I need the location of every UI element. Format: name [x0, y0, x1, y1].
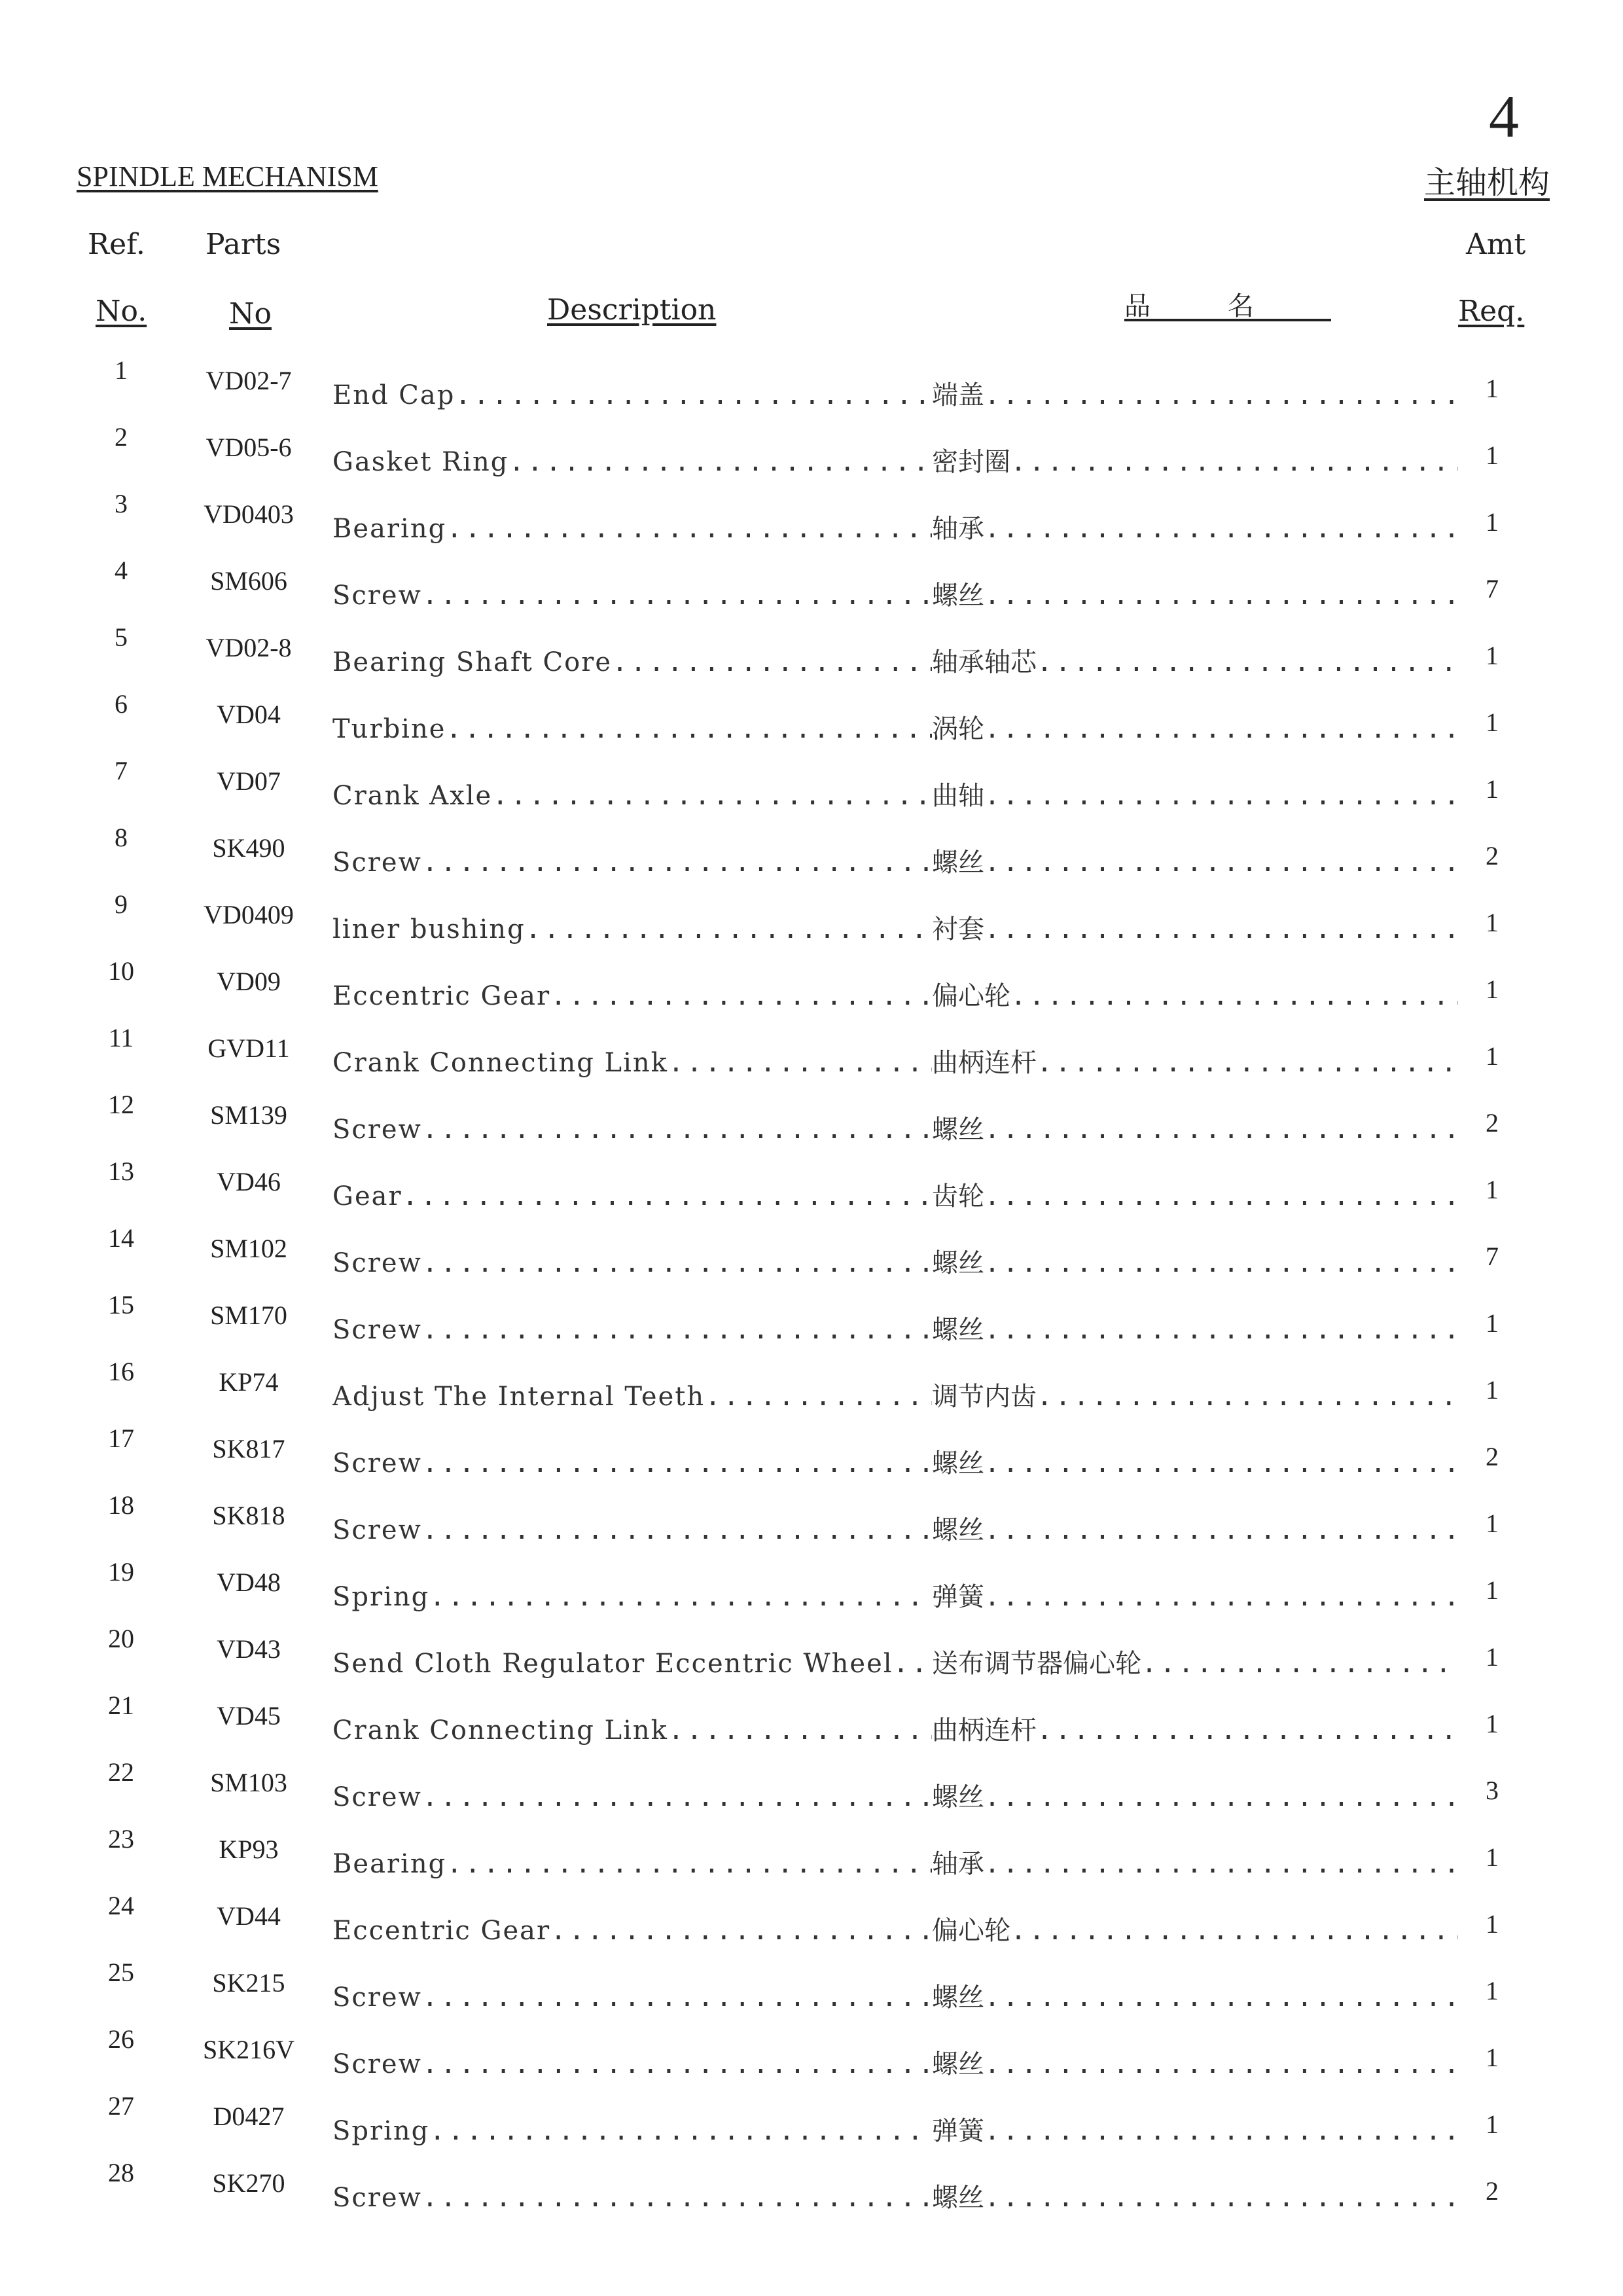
part-description: Spring: [332, 2116, 430, 2146]
parts-row: [0, 622, 1623, 689]
parts-row: [0, 1890, 1623, 1957]
leader-dots: [984, 848, 1458, 878]
leader-dots: [984, 1982, 1458, 2013]
leader-dots: [446, 514, 932, 544]
part-description: Gear: [332, 1181, 402, 1211]
header-description: Description: [547, 293, 717, 327]
part-description: Gasket Ring: [332, 447, 509, 477]
part-number: SK215: [212, 1968, 285, 1998]
parts-row: [0, 755, 1623, 822]
parts-row: [0, 422, 1623, 488]
amount-required: 1: [1486, 1842, 1499, 1872]
parts-row: [0, 2024, 1623, 2090]
part-name-zh: 齿轮: [932, 1181, 984, 1211]
leader-dots: [612, 647, 932, 677]
parts-row: [0, 1823, 1623, 1890]
part-number: VD04: [217, 700, 281, 729]
parts-row: [0, 1690, 1623, 1757]
leader-dots: [984, 1582, 1458, 1612]
leader-dots: [668, 1048, 932, 1078]
amount-required: 7: [1486, 1242, 1499, 1271]
section-title-zh: 主轴机构: [1423, 164, 1550, 201]
leader-dots: [492, 781, 932, 811]
part-name-zh: 螺丝: [932, 2183, 984, 2213]
amount-required: 1: [1486, 1375, 1499, 1405]
leader-dots: [984, 2183, 1458, 2213]
leader-dots: [984, 380, 1458, 410]
ref-number: 22: [108, 1757, 134, 1787]
leader-dots: [422, 1982, 932, 2013]
part-number: VD45: [217, 1701, 281, 1731]
ref-number: 7: [115, 756, 128, 785]
leader-dots: [984, 581, 1458, 611]
leader-dots: [429, 2116, 932, 2146]
parts-row: [0, 1423, 1623, 1490]
part-number: SM102: [210, 1234, 287, 1263]
part-number: VD02-7: [205, 366, 292, 395]
leader-dots: [422, 1782, 932, 1812]
leader-dots: [550, 981, 932, 1011]
leader-dots: [446, 714, 932, 744]
amount-required: 1: [1486, 2109, 1499, 2139]
leader-dots: [984, 1448, 1458, 1479]
header-ref-top: Ref.: [88, 228, 145, 261]
part-description: End Cap: [332, 380, 455, 410]
part-description: Bearing: [332, 514, 447, 544]
leader-dots: [422, 1248, 932, 1278]
header-parts-top: Parts: [205, 228, 281, 261]
ref-number: 12: [108, 1090, 134, 1119]
leader-dots: [984, 914, 1458, 944]
leader-dots: [1037, 1715, 1458, 1746]
amount-required: 7: [1486, 574, 1499, 603]
part-name-zh: 螺丝: [932, 1315, 984, 1345]
leader-dots: [1037, 1048, 1458, 1078]
part-name-zh: 螺丝: [932, 1782, 984, 1812]
leader-dots: [1010, 981, 1458, 1011]
ref-number: 15: [108, 1290, 134, 1319]
part-name-zh: 偏心轮: [932, 1916, 1010, 1946]
part-description: Crank Axle: [332, 781, 493, 811]
part-name-zh: 螺丝: [932, 1448, 984, 1479]
ref-number: 4: [115, 556, 128, 585]
part-name-zh: 螺丝: [932, 1982, 984, 2013]
part-name-zh: 螺丝: [932, 2049, 984, 2079]
amount-required: 1: [1486, 1041, 1499, 1071]
part-number: KP93: [219, 1835, 279, 1864]
leader-dots: [422, 848, 932, 878]
part-name-zh: 送布调节器偏心轮: [932, 1649, 1141, 1679]
parts-row: [0, 1957, 1623, 2024]
parts-row: [0, 2157, 1623, 2224]
leader-dots: [402, 1181, 932, 1211]
part-number: VD44: [217, 1901, 281, 1931]
leader-dots: [984, 1115, 1458, 1145]
parts-row: [0, 956, 1623, 1022]
part-name-zh: 衬套: [932, 914, 984, 944]
header-name-zh: 品名: [1124, 291, 1331, 321]
part-description: Send Cloth Regulator Eccentric Wheel: [332, 1649, 893, 1679]
ref-number: 24: [108, 1891, 134, 1920]
part-name-zh: 端盖: [932, 380, 984, 410]
amount-required: 2: [1486, 2176, 1499, 2206]
part-description: Crank Connecting Link: [332, 1715, 668, 1746]
part-name-zh: 螺丝: [932, 848, 984, 878]
part-number: SK490: [212, 833, 285, 863]
leader-dots: [429, 1582, 932, 1612]
amount-required: 1: [1486, 975, 1499, 1004]
part-description: Eccentric Gear: [332, 981, 551, 1011]
ref-number: 2: [115, 422, 128, 452]
part-description: Screw: [332, 1448, 422, 1479]
page-number: 4: [1489, 83, 1519, 150]
part-description: Turbine: [332, 714, 446, 744]
ref-number: 26: [108, 2024, 134, 2054]
part-name-zh: 螺丝: [932, 1115, 984, 1145]
leader-dots: [1037, 1382, 1458, 1412]
part-description: Screw: [332, 1782, 422, 1812]
part-name-zh: 偏心轮: [932, 981, 1010, 1011]
part-description: Screw: [332, 2183, 422, 2213]
header-parts-bottom: No: [229, 297, 272, 331]
parts-row: [0, 1223, 1623, 1289]
part-name-zh: 调节内齿: [932, 1382, 1037, 1412]
part-name-zh: 轴承轴芯: [932, 647, 1037, 677]
ref-number: 14: [108, 1223, 134, 1253]
parts-row: [0, 1757, 1623, 1823]
leader-dots: [984, 2116, 1458, 2146]
parts-row: [0, 1356, 1623, 1423]
part-number: SM170: [210, 1300, 287, 1330]
leader-dots: [422, 1515, 932, 1545]
amount-required: 3: [1486, 1776, 1499, 1805]
part-number: SK270: [212, 2168, 285, 2198]
leader-dots: [508, 447, 932, 477]
part-name-zh: 密封圈: [932, 447, 1010, 477]
parts-row: [0, 689, 1623, 755]
ref-number: 25: [108, 1958, 134, 1987]
part-number: VD48: [217, 1568, 281, 1597]
parts-row: [0, 355, 1623, 422]
part-number: SK818: [212, 1501, 285, 1530]
leader-dots: [984, 1849, 1458, 1879]
part-description: Screw: [332, 1515, 422, 1545]
parts-row: [0, 2090, 1623, 2157]
header-ref-bottom: No.: [96, 295, 147, 328]
part-number: D0427: [213, 2102, 285, 2131]
amount-required: 1: [1486, 641, 1499, 670]
leader-dots: [705, 1382, 932, 1412]
part-description: Adjust The Internal Teeth: [332, 1382, 705, 1412]
part-description: Screw: [332, 1248, 422, 1278]
part-description: Bearing: [332, 1849, 447, 1879]
leader-dots: [455, 380, 932, 410]
leader-dots: [668, 1715, 932, 1746]
part-number: VD43: [217, 1634, 281, 1664]
part-description: Bearing Shaft Core: [332, 647, 612, 677]
amount-required: 1: [1486, 1642, 1499, 1672]
leader-dots: [984, 1515, 1458, 1545]
part-number: SK216V: [202, 2035, 295, 2064]
ref-number: 23: [108, 1824, 134, 1854]
part-number: VD05-6: [205, 433, 292, 462]
parts-list: [0, 355, 1623, 2224]
part-number: VD0403: [204, 499, 294, 529]
part-name-zh: 螺丝: [932, 1515, 984, 1545]
ref-number: 13: [108, 1157, 134, 1186]
ref-number: 18: [108, 1490, 134, 1520]
part-number: SK817: [212, 1434, 285, 1463]
part-number: SM139: [210, 1100, 287, 1130]
leader-dots: [1037, 647, 1458, 677]
amount-required: 1: [1486, 1509, 1499, 1538]
part-number: VD46: [217, 1167, 281, 1196]
amount-required: 1: [1486, 908, 1499, 937]
parts-row: [0, 1156, 1623, 1223]
parts-row: [0, 555, 1623, 622]
parts-row: [0, 1623, 1623, 1690]
part-number: KP74: [219, 1367, 279, 1397]
part-number: VD09: [217, 967, 281, 996]
header-amt-bottom: Req.: [1458, 295, 1525, 328]
leader-dots: [1141, 1649, 1458, 1679]
amount-required: 2: [1486, 841, 1499, 870]
parts-row: [0, 822, 1623, 889]
part-number: VD0409: [204, 900, 294, 929]
part-description: Screw: [332, 581, 422, 611]
leader-dots: [422, 581, 932, 611]
part-description: Screw: [332, 1115, 422, 1145]
amount-required: 1: [1486, 1709, 1499, 1738]
leader-dots: [984, 1315, 1458, 1345]
ref-number: 10: [108, 956, 134, 986]
parts-row: [0, 488, 1623, 555]
part-number: GVD11: [207, 1033, 290, 1063]
leader-dots: [984, 514, 1458, 544]
amount-required: 1: [1486, 774, 1499, 804]
ref-number: 6: [115, 689, 128, 719]
ref-number: 5: [115, 622, 128, 652]
parts-row: [0, 889, 1623, 956]
part-description: Screw: [332, 1315, 422, 1345]
part-number: SM606: [210, 566, 287, 596]
part-name-zh: 轴承: [932, 1849, 984, 1879]
part-description: Eccentric Gear: [332, 1916, 551, 1946]
ref-number: 16: [108, 1357, 134, 1386]
ref-number: 21: [108, 1691, 134, 1720]
amount-required: 1: [1486, 440, 1499, 470]
part-number: SM103: [210, 1768, 287, 1797]
section-title-en: SPINDLE MECHANISM: [77, 160, 378, 192]
part-description: Screw: [332, 1982, 422, 2013]
leader-dots: [893, 1649, 932, 1679]
amount-required: 1: [1486, 2043, 1499, 2072]
part-description: Screw: [332, 848, 422, 878]
leader-dots: [1010, 1916, 1458, 1946]
header-amt-top: Amt: [1466, 228, 1526, 261]
ref-number: 20: [108, 1624, 134, 1653]
ref-number: 19: [108, 1557, 134, 1587]
leader-dots: [984, 781, 1458, 811]
part-description: liner bushing: [332, 914, 526, 944]
leader-dots: [984, 2049, 1458, 2079]
amount-required: 1: [1486, 708, 1499, 737]
ref-number: 27: [108, 2091, 134, 2121]
part-description: Spring: [332, 1582, 430, 1612]
ref-number: 17: [108, 1424, 134, 1453]
amount-required: 2: [1486, 1442, 1499, 1471]
ref-number: 28: [108, 2158, 134, 2187]
ref-number: 1: [115, 355, 128, 385]
leader-dots: [422, 1448, 932, 1479]
amount-required: 2: [1486, 1108, 1499, 1138]
part-name-zh: 螺丝: [932, 581, 984, 611]
ref-number: 11: [108, 1023, 134, 1052]
part-name-zh: 螺丝: [932, 1248, 984, 1278]
amount-required: 1: [1486, 374, 1499, 403]
part-description: Screw: [332, 2049, 422, 2079]
leader-dots: [1010, 447, 1458, 477]
leader-dots: [984, 1248, 1458, 1278]
parts-row: [0, 1289, 1623, 1356]
part-name-zh: 轴承: [932, 514, 984, 544]
ref-number: 9: [115, 889, 128, 919]
leader-dots: [526, 914, 932, 944]
part-name-zh: 曲轴: [932, 781, 984, 811]
part-name-zh: 弹簧: [932, 2116, 984, 2146]
leader-dots: [550, 1916, 932, 1946]
part-name-zh: 弹簧: [932, 1582, 984, 1612]
parts-row: [0, 1022, 1623, 1089]
parts-row: [0, 1556, 1623, 1623]
amount-required: 1: [1486, 1909, 1499, 1939]
parts-row: [0, 1089, 1623, 1156]
ref-number: 3: [115, 489, 128, 518]
leader-dots: [422, 2049, 932, 2079]
leader-dots: [984, 1181, 1458, 1211]
leader-dots: [422, 1315, 932, 1345]
leader-dots: [984, 1782, 1458, 1812]
part-name-zh: 涡轮: [932, 714, 984, 744]
leader-dots: [422, 2183, 932, 2213]
part-number: VD07: [217, 766, 281, 796]
leader-dots: [422, 1115, 932, 1145]
amount-required: 1: [1486, 507, 1499, 537]
leader-dots: [984, 714, 1458, 744]
part-number: VD02-8: [205, 633, 292, 662]
parts-row: [0, 1490, 1623, 1556]
amount-required: 1: [1486, 1575, 1499, 1605]
amount-required: 1: [1486, 1308, 1499, 1338]
ref-number: 8: [115, 823, 128, 852]
part-name-zh: 曲柄连杆: [932, 1715, 1037, 1746]
part-name-zh: 曲柄连杆: [932, 1048, 1037, 1078]
part-description: Crank Connecting Link: [332, 1048, 668, 1078]
amount-required: 1: [1486, 1175, 1499, 1204]
amount-required: 1: [1486, 1976, 1499, 2005]
leader-dots: [446, 1849, 932, 1879]
